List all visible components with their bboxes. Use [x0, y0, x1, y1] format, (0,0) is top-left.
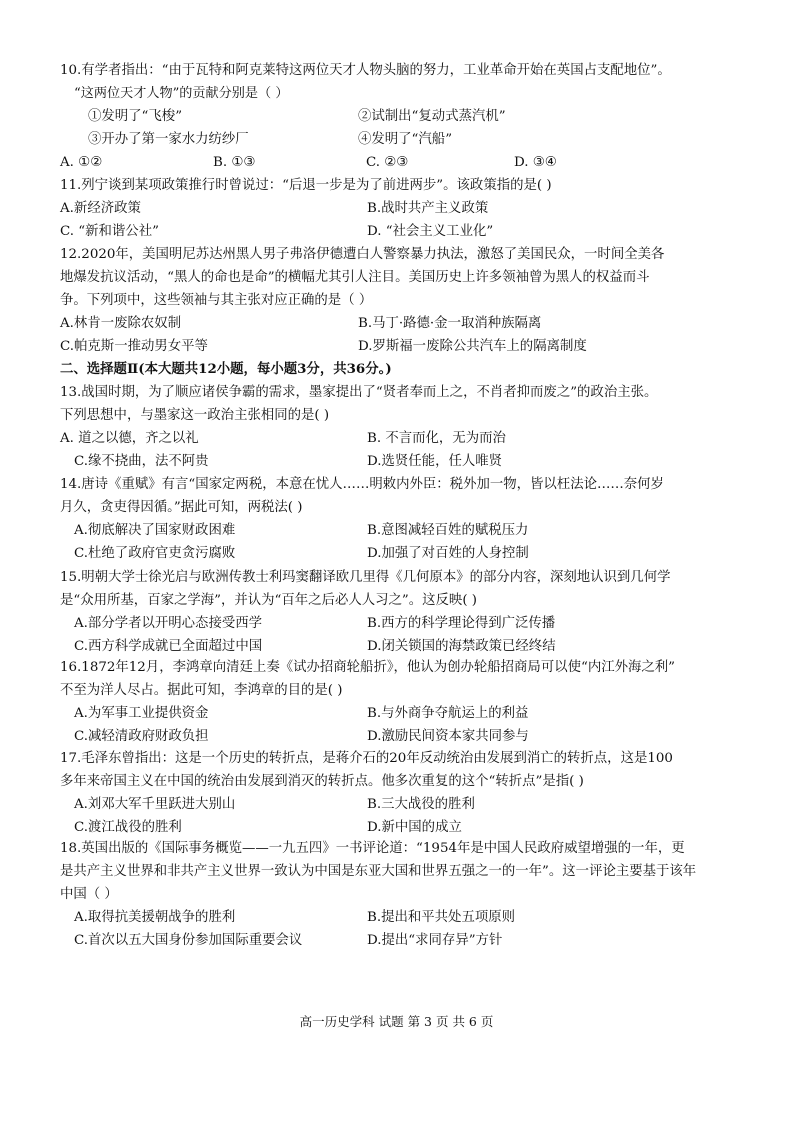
option-b[interactable]: B.战时共产主义政策	[367, 201, 489, 216]
question-text: 17.毛泽东曾指出：这是一个历史的转折点，是蒋介石的20年反动统治由发展到消亡的转折点，这是100	[60, 751, 673, 766]
question-text: 是共产主义世界和非共产主义世界一致认为中国是东亚大国和世界五强之一的一年”。这一评论主要基于该年	[60, 864, 697, 879]
option-row	[60, 450, 780, 473]
option-row	[60, 929, 780, 952]
option-b[interactable]: B.马丁·路德·金一取消种族隔离	[358, 316, 542, 331]
option-c[interactable]: C.缘不挠曲，法不阿贵	[74, 454, 209, 469]
question-11	[60, 174, 780, 243]
option-a[interactable]: A.取得抗美援朝战争的胜利	[74, 910, 236, 925]
option-a[interactable]: A.林肯一废除农奴制	[60, 316, 182, 331]
option-d[interactable]: D. “社会主义工业化”	[367, 224, 494, 239]
question-text: 地爆发抗议活动，“黑人的命也是命”的横幅尤其引人注目。美国历史上许多领袖曾为黑人的权益而斗	[60, 270, 650, 285]
section-title: 二、选择题Ⅱ(本大题共12小题，每小题3分，共36分。)	[60, 361, 392, 377]
question-text: 18.英国出版的《国际事务概览——一九五四》一书评论道：“1954年是中国人民政府威望增强的一年，更	[60, 841, 685, 856]
option-d[interactable]: D.罗斯福一废除公共汽车上的隔离制度	[358, 339, 587, 354]
question-text: 16.1872年12月，李鸿章向清廷上奏《试办招商轮船折》，他认为创办轮船招商局可以使“内江外海之利”	[60, 660, 676, 675]
option-c[interactable]: C. “新和谐公社”	[60, 224, 159, 239]
option-row	[60, 906, 780, 929]
option-c[interactable]: C.杜绝了政府官吏贪污腐败	[74, 546, 236, 561]
option-c[interactable]: C.减轻清政府财政负担	[74, 729, 209, 744]
option-d[interactable]: D.激励民间资本家共同参与	[367, 729, 529, 744]
option-row	[60, 335, 780, 358]
question-16	[60, 656, 780, 748]
question-18	[60, 837, 780, 952]
option-row	[60, 312, 780, 335]
item-row	[60, 128, 780, 151]
item: ①发明了“飞梭”	[88, 109, 183, 124]
option-b[interactable]: B.三大战役的胜利	[367, 797, 475, 812]
question-text: 不至为洋人尽占。据此可知，李鸿章的目的是( )	[60, 683, 343, 698]
question-10	[60, 59, 780, 174]
question-13	[60, 381, 780, 473]
option-row	[60, 635, 780, 658]
item-row	[60, 105, 780, 128]
option-d[interactable]: D.闭关锁国的海禁政策已经终结	[367, 639, 556, 654]
item: ④发明了“汽船”	[358, 132, 453, 147]
question-text: 下列思想中，与墨家这一政治主张相同的是( )	[60, 408, 330, 423]
option-row	[60, 702, 780, 725]
option-d[interactable]: D.新中国的成立	[367, 820, 462, 835]
section-heading	[60, 358, 780, 381]
option-d[interactable]: D.提出“求同存异”方针	[367, 933, 503, 948]
option-row	[60, 612, 780, 635]
option-row	[60, 220, 780, 243]
option-row	[60, 793, 780, 816]
option-a[interactable]: A.为军事工业提供资金	[74, 706, 209, 721]
item: ②试制出“复动式蒸汽机”	[358, 109, 506, 124]
option-row	[60, 725, 780, 748]
option-row	[60, 542, 780, 565]
option-row	[60, 151, 780, 174]
item: ③开办了第一家水力纺纱厂	[88, 132, 249, 147]
option-a[interactable]: A. 道之以德，齐之以礼	[60, 431, 199, 446]
option-row	[60, 427, 780, 450]
option-b[interactable]: B.与外商争夺航运上的利益	[367, 706, 529, 721]
option-d[interactable]: D. ③④	[514, 155, 557, 170]
option-c[interactable]: C.渡江战役的胜利	[74, 820, 182, 835]
question-text: 10.有学者指出：“由于瓦特和阿克莱特这两位天才人物头脑的努力，工业革命开始在英国占支配地位”。	[60, 63, 671, 78]
option-a[interactable]: A.部分学者以开明心态接受西学	[74, 616, 263, 631]
question-text: 中国（ ）	[60, 887, 118, 902]
option-row	[60, 197, 780, 220]
option-b[interactable]: B.西方的科学理论得到广泛传播	[367, 616, 556, 631]
question-text: 13.战国时期，为了顺应诸侯争霸的需求，墨家提出了“贤者奉而上之，不肖者抑而废之”的政治主张。	[60, 385, 658, 400]
question-text: 多年来帝国主义在中国的统治由发展到消灭的转折点。他多次重复的这个“转折点”是指( )	[60, 774, 584, 789]
option-c[interactable]: C. ②③	[366, 155, 409, 170]
option-c[interactable]: C.帕克斯一推动男女平等	[60, 339, 208, 354]
question-text: 15.明朝大学士徐光启与欧洲传教士利玛窦翻译欧几里得《几何原本》的部分内容，深刻地认识到几何学	[60, 570, 671, 585]
option-a[interactable]: A.彻底解决了国家财政困难	[74, 523, 236, 538]
question-text: 14.唐诗《重赋》有言“国家定两税，本意在忧人……明敕内外臣：税外加一物，皆以枉法论……奈何岁	[60, 477, 664, 492]
question-15	[60, 566, 780, 658]
option-row	[60, 519, 780, 542]
question-text: 争。下列项中，这些领袖与其主张对应正确的是（ ）	[60, 293, 373, 308]
question-text: “这两位天才人物”的贡献分别是（ ）	[74, 86, 289, 101]
option-d[interactable]: D.加强了对百姓的人身控制	[367, 546, 529, 561]
option-c[interactable]: C.西方科学成就已全面超过中国	[74, 639, 263, 654]
question-text: 11.列宁谈到某项政策推行时曾说过：“后退一步是为了前进两步”。该政策指的是( )	[60, 178, 552, 193]
option-d[interactable]: D.选贤任能，任人唯贤	[367, 454, 503, 469]
question-14	[60, 473, 780, 565]
option-b[interactable]: B.意图减轻百姓的赋税压力	[367, 523, 529, 538]
question-text: 12.2020年，美国明尼苏达州黑人男子弗洛伊德遭白人警察暴力执法，激怒了美国民众，一时间全美各	[60, 247, 665, 262]
question-12	[60, 243, 780, 358]
question-text: 是“众用所基，百家之学海”，并认为“百年之后必人人习之”。这反映( )	[60, 593, 478, 608]
option-b[interactable]: B. 不言而化，无为而治	[367, 431, 506, 446]
question-text: 月久，贪吏得因循。”据此可知，两税法( )	[60, 500, 303, 515]
question-17	[60, 747, 780, 839]
option-c[interactable]: C.首次以五大国身份参加国际重要会议	[74, 933, 303, 948]
option-b[interactable]: B.提出和平共处五项原则	[367, 910, 516, 925]
option-b[interactable]: B. ①③	[213, 155, 256, 170]
option-row	[60, 816, 780, 839]
option-a[interactable]: A.新经济政策	[60, 201, 141, 216]
page-footer: 高一历史学科 试题 第 3 页 共 6 页	[299, 1014, 494, 1029]
option-a[interactable]: A. ①②	[60, 155, 103, 170]
option-a[interactable]: A.刘邓大军千里跃进大别山	[74, 797, 236, 812]
